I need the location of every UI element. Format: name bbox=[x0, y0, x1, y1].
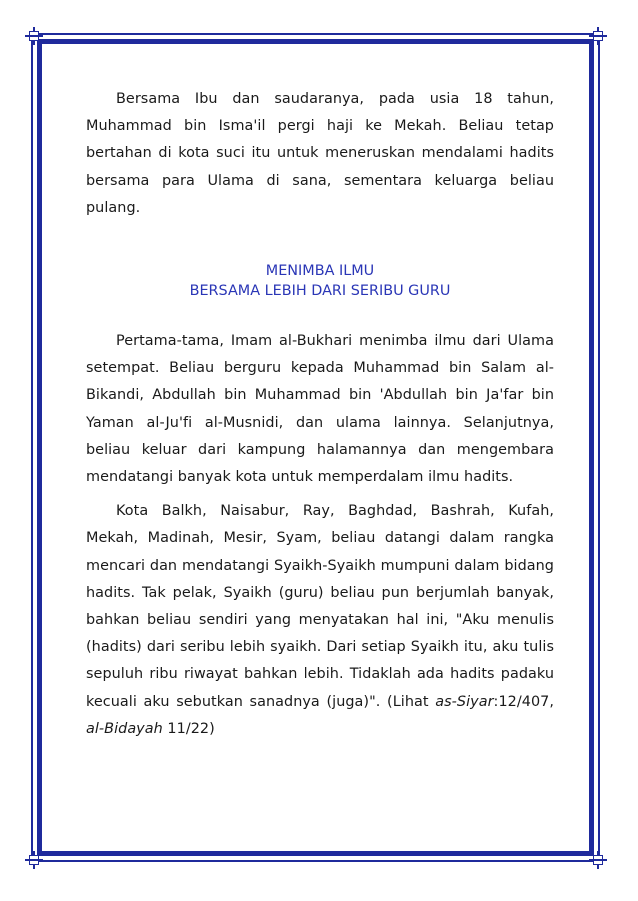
section-heading bbox=[86, 261, 554, 301]
page-content bbox=[86, 86, 554, 743]
paragraph-hajj: Bersama Ibu dan saudaranya, pada usia 18 tahun, Muhammad bin Isma'il pergi haji ke Mekah. Beliau tetap bertahan di kota suci itu untuk meneruskan mendalami hadits bersama para Ulama di sana, sementara keluarga beliau pulang. bbox=[86, 91, 554, 216]
paragraph-travels-text: Kota Balkh, Naisabur, Ray, Baghdad, Bashrah, Kufah, Mekah, Madinah, Mesir, Syam, beliau datangi dalam rangka mencari dan mendatangi Syaikh-Syaikh mumpuni dalam bidang hadits. Tak pelak, Syaikh (guru) beliau pun berjumlah banyak, bahkan beliau sendiri yang menyatakan hal ini, "Aku menulis (hadits) dari seribu lebih syaikh. Dari setiap Syaikh itu, aku tulis sepuluh ribu riwayat bahkan lebih. Tidaklah ada hadits padaku kecuali aku sebutkan sanadnya (juga)". (Lihat bbox=[86, 503, 554, 710]
corner-ornament-top-right bbox=[589, 27, 607, 45]
paragraph-teachers: Pertama-tama, Imam al-Bukhari menimba ilmu dari Ulama setempat. Beliau berguru kepada Muhammad bin Salam al-Bikandi, Abdullah bin Muhammad bin 'Abdullah bin Ja'far bin Yaman al-Ju'fi al-Musnidi, dan ulama lainnya. Selanjutnya, beliau keluar dari kampung halamannya dan mengembara mendatangi banyak kota untuk memperdalam ilmu hadits. bbox=[86, 333, 554, 486]
corner-ornament-bottom-left bbox=[25, 851, 43, 869]
paragraph-travels bbox=[86, 498, 554, 743]
heading-line-1: MENIMBA ILMU bbox=[265, 263, 375, 280]
corner-ornament-top-left bbox=[25, 27, 43, 45]
reference-bidayah-location: 11/22) bbox=[162, 720, 215, 737]
heading-line-2: BERSAMA LEBIH DARI SERIBU GURU bbox=[189, 283, 451, 300]
reference-siyar-location: :12/407, bbox=[493, 693, 554, 710]
corner-ornament-bottom-right bbox=[589, 851, 607, 869]
reference-bidayah-title: al-Bidayah bbox=[86, 720, 163, 737]
reference-siyar-title: as-Siyar bbox=[435, 693, 494, 710]
